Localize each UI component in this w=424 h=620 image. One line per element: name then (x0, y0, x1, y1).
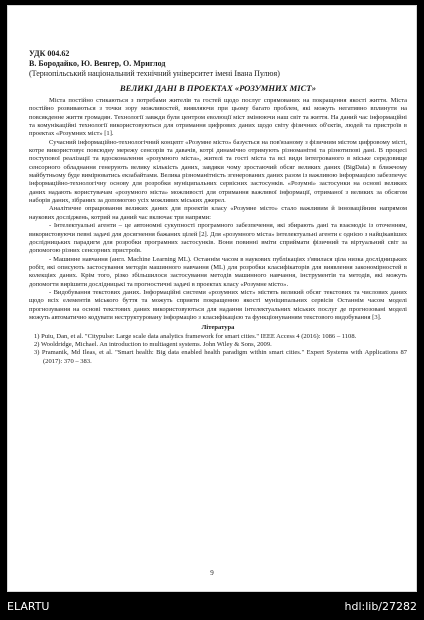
reference-item: 2) Wooldridge, Michael. An introduction to multiagent systems. John Wiley & Sons, 2009. (34, 340, 272, 348)
udk-code: УДК 004.62 (29, 49, 70, 58)
handle-id: hdl:lib/27282 (344, 600, 417, 613)
footer-bar (0, 592, 424, 620)
paper-title: ВЕЛИКІ ДАНІ В ПРОЕКТАХ «РОЗУМНИХ МІСТ» (119, 83, 317, 93)
page-number: 9 (210, 569, 214, 577)
reference-item: 3) Pramanik, Md Ileas, et al. "Smart health: Big data enabled health paradigm within smart cities." Expert Systems with Applications 87 (2017): 370 – 383. (34, 349, 407, 365)
affiliation: (Тернопільський національний технічний університет імені Івана Пулюя) (29, 69, 280, 78)
paper-page (7, 5, 417, 592)
repository-name: ELARTU (7, 600, 50, 613)
list-item-ml: - Машинне навчання (англ. Machine Learning ML). Останнім часом в наукових публікаціях з'явилася ціла низка дослідницьких робіт, які описують застосування методів машинного навчання (ML) для розробки класифікаторів для виявлення закономірностей в колекціях даних. Крім того, різко збільшилося застосування методів машинного навчання, інструментів та методів, які можуть допомогти вирішити дослідницькі та прогностичні задачі в проектах класу «Розумне місто». (29, 255, 407, 288)
reference-item: 1) Puiu, Dan, et al. "Citypulse: Large scale data analytics framework for smart cities." IEEE Access 4 (2016): 1086 – 1108. (34, 332, 357, 340)
references-heading: Література (201, 324, 235, 332)
paragraph-directions: Аналітичне опрацювання великих даних для проектів класу «Розумне місто» стало важливим й інноваційним напрямом наукових досліджень, котрий на даний час включає три напрями: (29, 205, 407, 221)
list-item-text-mining: - Видобування текстових даних. Інформаційні системи «розумних міст» містять великий обсяг текстових та числових даних щодо всіх елементів міського буття та можуть сприяти покращенню якості муніципальних сервісів Останнім часом моделі прогнозування на основі текстових даних використовуються для надання інтелектуальних міських послуг де прогнозовані моделі можуть автоматично кодувати неструктуровану інформацію з класифікацією та функціонуванням текстового видобування [3]. (29, 288, 407, 321)
list-item-agents: - Інтелектуальні агенти – це автономні сукупності програмного забезпечення, які збирають дані та взаємодіє із оточенням, використовуючи певні задачі для досягнення бажаних цілей [2]. Для «розумного міста» інтелектуальні агенти є однією з найцікавіших дослідницьких парадигм для розробки програмних застосунків. Вони повинні вміти сприймати фізичний та віртуальний світ за допомогою різних сенсорних пристроїв. (29, 222, 407, 255)
paper-content (29, 49, 407, 366)
authors: В. Бородайко, Ю. Венгер, О. Мриглод (29, 59, 166, 68)
paragraph-concept: Сучасний інформаційно-технологічний концепт «Розумне місто» базується на пов'язаному з фізичним містом цифровому місті, котре використовує повсюдну мережу сенсорів та давачів, котрі динамічно отримують різноманітні та різнотипові дані. В процесі поступової реалізації та вдосконалення «розумного міста», жителі та гості міста та всі види інтегрованого в міське середовище сенсорного обладнання генерують велику кількість даних, завдяки чому зростаючий обсяг великих даних (BigData) в ближчому майбутньому буде вимірюватись екзабайтами. Велика різноманітність згенерованих даних разом із важливою інформацією забезпечує інформаційно-технологічну основу для розробки муніципальних сервісних застосунків. «Розумні» застосунки на основі великих даних надають користувачам «розумного міста» можливості для отримання важливої інформації, отриманої з великих за обсягом наборів даних, зібраних за допомогою усіх можливих міських джерел. (29, 138, 407, 205)
paragraph-intro: Міста постійно стикаються з потребами жителів та гостей щодо послуг спрямованих на покращення якості життя. Міста постійно розвиваються з точки зору можливостей, виявляючи при цьому багато проблем, які можуть негативно вплинути на повсякденне життя громадян. Технології завжди були центром еволюції міст змінюючи наш світ та життя. На даний час інформаційні та комунікаційні технології використовуються для отримання цифрових даних щодо світу фізичних об'єктів, людей та пристроїв в проектах «Розумних міст» [1]. (29, 97, 407, 138)
